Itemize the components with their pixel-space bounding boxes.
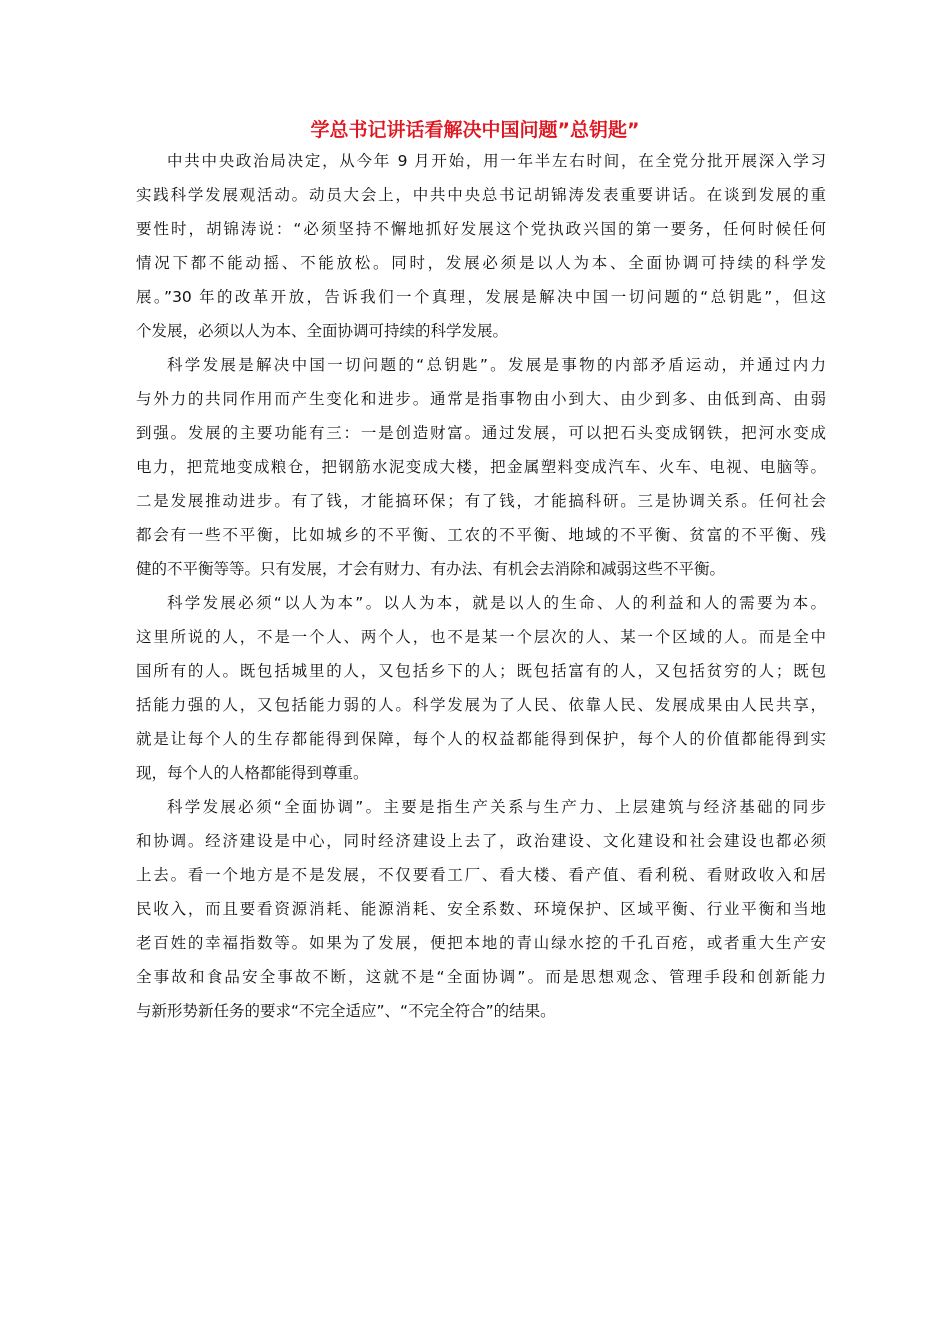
text-line: 个发展，必须以人为本、全面协调可持续的科学发展。 <box>136 322 509 340</box>
text-line: 科学发展必须“以人为本”。以人为本，就是以人的生命、人的利益和人的需要为本。 <box>167 594 826 612</box>
text-line: 中共中央政治局决定，从今年 9 月开始，用一年半左右时间，在全党分批开展深入学习 <box>167 152 826 170</box>
text-line: 和协调。经济建设是中心，同时经济建设上去了，政治建设、文化建设和社会建设也都必须 <box>136 832 826 850</box>
text-line: 现，每个人的人格都能得到尊重。 <box>136 764 369 782</box>
text-line: 与新形势新任务的要求“不完全适应”、“不完全符合”的结果。 <box>136 1002 556 1020</box>
text-line: 电力，把荒地变成粮仓，把钢筋水泥变成大楼，把金属塑料变成汽车、火车、电视、电脑等。 <box>136 458 826 476</box>
text-line: 健的不平衡等等。只有发展，才会有财力、有办法、有机会去消除和减弱这些不平衡。 <box>136 560 726 578</box>
text-line: 与外力的共同作用而产生变化和进步。通常是指事物由小到大、由少到多、由低到高、由弱 <box>136 390 826 408</box>
paragraph-4 <box>136 790 826 1028</box>
text-line: 实践科学发展观活动。动员大会上，中共中央总书记胡锦涛发表重要讲话。在谈到发展的重 <box>136 186 826 204</box>
paragraph-2 <box>136 348 826 586</box>
text-line: 这里所说的人，不是一个人、两个人，也不是某一个层次的人、某一个区域的人。而是全中 <box>136 628 826 646</box>
text-line: 老百姓的幸福指数等。如果为了发展，便把本地的青山绿水挖的千孔百疮，或者重大生产安 <box>136 934 826 952</box>
text-line: 要性时，胡锦涛说：“必须坚持不懈地抓好发展这个党执政兴国的第一要务，任何时候任何 <box>136 220 826 238</box>
text-line: 括能力强的人，又包括能力弱的人。科学发展为了人民、依靠人民、发展成果由人民共享， <box>136 696 826 714</box>
text-line: 科学发展是解决中国一切问题的“总钥匙”。发展是事物的内部矛盾运动，并通过内力 <box>167 356 826 374</box>
text-line: 民收入，而且要看资源消耗、能源消耗、安全系数、环境保护、区域平衡、行业平衡和当地 <box>136 900 826 918</box>
text-line: 到强。发展的主要功能有三：一是创造财富。通过发展，可以把石头变成钢铁，把河水变成 <box>136 424 826 442</box>
text-line: 就是让每个人的生存都能得到保障，每个人的权益都能得到保护，每个人的价值都能得到实 <box>136 730 826 748</box>
text-line: 展。”30 年的改革开放，告诉我们一个真理，发展是解决中国一切问题的“总钥匙”，但这 <box>136 288 826 306</box>
paragraph-1 <box>136 144 826 348</box>
text-line: 国所有的人。既包括城里的人，又包括乡下的人；既包括富有的人，又包括贫穷的人；既包 <box>136 662 826 680</box>
text-line: 全事故和食品安全事故不断，这就不是“全面协调”。而是思想观念、管理手段和创新能力 <box>136 968 826 986</box>
paragraph-3 <box>136 586 826 790</box>
text-line: 都会有一些不平衡，比如城乡的不平衡、工农的不平衡、地域的不平衡、贫富的不平衡、残 <box>136 526 826 544</box>
text-line: 二是发展推动进步。有了钱，才能搞环保；有了钱，才能搞科研。三是协调关系。任何社会 <box>136 492 826 510</box>
text-line: 情况下都不能动摇、不能放松。同时，发展必须是以人为本、全面协调可持续的科学发 <box>136 254 826 272</box>
document-body <box>136 144 826 1028</box>
text-line: 科学发展必须“全面协调”。主要是指生产关系与生产力、上层建筑与经济基础的同步 <box>167 798 826 816</box>
document-title: 学总书记讲话看解决中国问题”总钥匙” <box>310 119 640 141</box>
text-line: 上去。看一个地方是不是发展，不仅要看工厂、看大楼、看产值、看利税、看财政收入和居 <box>136 866 826 884</box>
